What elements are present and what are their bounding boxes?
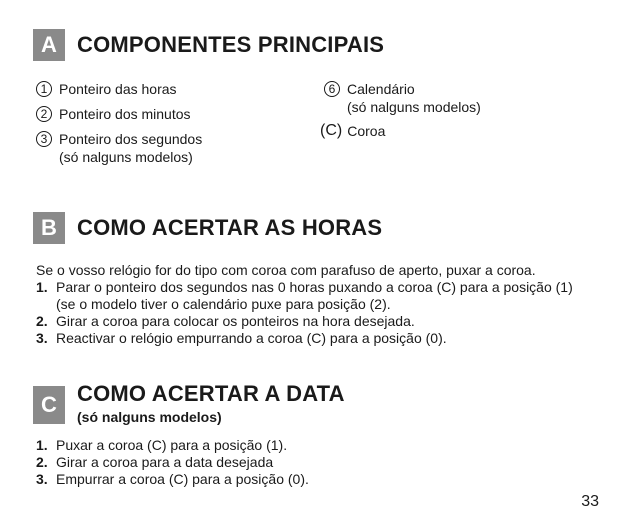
step-number: 2. — [36, 313, 48, 329]
component-label-1: Ponteiro das horas — [59, 81, 177, 97]
component-marker-c: (C) — [320, 122, 343, 139]
list-item — [36, 471, 309, 488]
component-note-3: (só nalguns modelos) — [59, 149, 193, 165]
step-text: Empurrar a coroa (C) para a posição (0). — [56, 471, 309, 487]
component-item-c — [320, 122, 385, 140]
component-marker-3: 3 — [36, 131, 52, 147]
section-a-letter: A — [33, 29, 65, 61]
component-item-6 — [324, 80, 481, 116]
section-b-header — [33, 212, 382, 244]
component-marker-6: 6 — [324, 81, 340, 97]
component-label-3: Ponteiro dos segundos — [59, 131, 203, 147]
component-label-c: Coroa — [347, 123, 386, 139]
component-item-1 — [36, 80, 177, 98]
list-item — [36, 313, 573, 330]
component-label-6: Calendário — [347, 81, 415, 97]
section-b-intro: Se o vosso relógio for do tipo com coroa com parafuso de aperto, puxar a coroa. — [36, 262, 536, 278]
step-number: 1. — [36, 437, 48, 453]
list-item — [36, 296, 573, 313]
section-c-letter: C — [33, 386, 65, 424]
component-marker-1: 1 — [36, 81, 52, 97]
step-text: Puxar a coroa (C) para a posição (1). — [56, 437, 288, 453]
step-text: Reactivar o relógio empurrando a coroa (C) para a posição (0). — [56, 330, 447, 346]
section-b-letter: B — [33, 212, 65, 244]
list-item — [36, 279, 573, 296]
list-item — [36, 454, 309, 471]
list-item — [36, 437, 309, 454]
step-number: 1. — [36, 279, 48, 295]
section-b-title: COMO ACERTAR AS HORAS — [77, 215, 383, 240]
component-label-2: Ponteiro dos minutos — [59, 106, 191, 122]
section-c-steps — [36, 437, 309, 488]
component-item-2 — [36, 105, 191, 123]
component-note-6: (só nalguns modelos) — [347, 99, 481, 115]
list-item — [36, 330, 573, 347]
component-item-3 — [36, 130, 202, 166]
step-text-continued: (se o modelo tiver o calendário puxe para posição (2). — [56, 296, 391, 312]
component-marker-2: 2 — [36, 106, 52, 122]
step-text: Parar o ponteiro dos segundos nas 0 horas puxando a coroa (C) para a posição (1) — [56, 279, 573, 295]
step-text: Girar a coroa para colocar os ponteiros na hora desejada. — [56, 313, 415, 329]
section-a-title: COMPONENTES PRINCIPAIS — [77, 32, 385, 57]
step-number: 3. — [36, 471, 48, 487]
section-c-subtitle: (só nalguns modelos) — [77, 409, 222, 425]
step-number: 2. — [36, 454, 48, 470]
page-number: 33 — [581, 493, 599, 510]
section-c-header — [33, 380, 345, 426]
section-b-steps — [36, 279, 573, 347]
step-number: 3. — [36, 330, 48, 346]
step-text: Girar a coroa para a data desejada — [56, 454, 274, 470]
section-c-title: COMO ACERTAR A DATA — [77, 381, 345, 406]
section-a-header — [33, 29, 384, 61]
